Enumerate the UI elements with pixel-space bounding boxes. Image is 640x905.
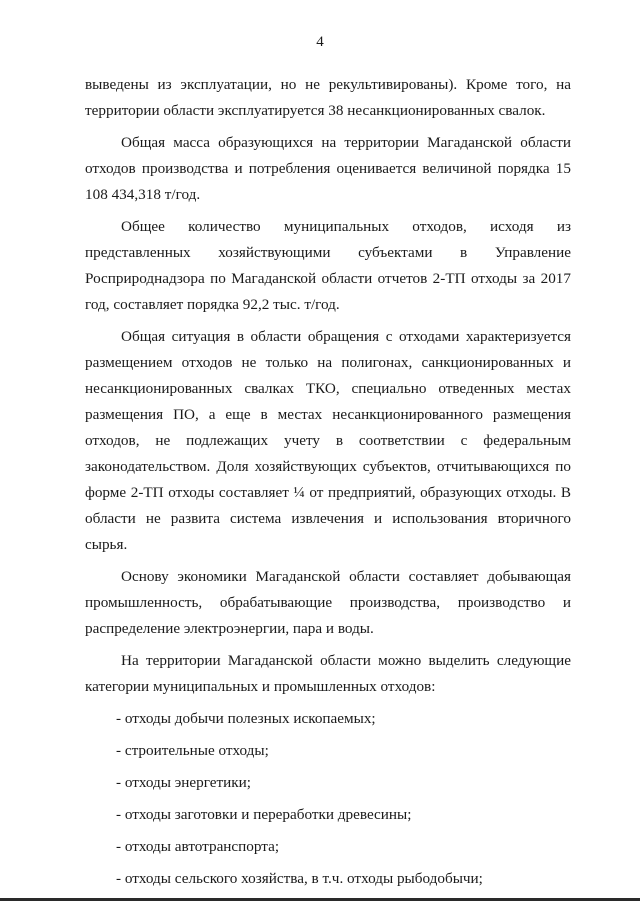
list-item: - отходы добычи полезных ископаемых;: [116, 710, 376, 727]
bottom-scan-edge: [0, 898, 640, 901]
page-number: 4: [316, 34, 324, 50]
list-item: - отходы сельского хозяйства, в т.ч. отходы рыбодобычи;: [116, 870, 483, 887]
list-item: - отходы автотранспорта;: [116, 838, 280, 855]
paragraph-2: Общая масса образующихся на территории Магаданской области отходов производства и потребления оценивается величиной порядка 15 108 434,318 т/год.: [85, 134, 571, 203]
list-item: - строительные отходы;: [116, 742, 269, 759]
document-body: [85, 72, 571, 898]
paragraph-5: Основу экономики Магаданской области составляет добывающая промышленность, обрабатывающие производства, производство и распределение электроэнергии, пара и воды.: [85, 568, 571, 637]
list-item: - отходы заготовки и переработки древесины;: [116, 806, 412, 823]
paragraph-4: Общая ситуация в области обращения с отходами характеризуется размещением отходов не только на полигонах, санкционированных и несанкционированных свалках ТКО, специально отведенных местах размещения ПО, а еще в местах несанкционированного размещения отходов, не подлежащих учету в соответствии с федеральным законодательством. Доля хозяйствующих субъектов, отчитывающихся по форме 2-ТП отходы составляет ¼ от предприятий, образующих отходы. В области не развита система извлечения и использования вторичного сырья.: [85, 328, 571, 553]
list-item: - отходы энергетики;: [116, 774, 252, 791]
paragraph-1: выведены из эксплуатации, но не рекультивированы). Кроме того, на территории области эксплуатируется 38 несанкционированных свалок.: [85, 76, 571, 119]
paragraph-3: Общее количество муниципальных отходов, исходя из представленных хозяйствующими субъектами в Управление Росприроднадзора по Магаданской области отчетов 2-ТП отходы за 2017 год, составляет порядка 92,2 тыс. т/год.: [85, 218, 571, 313]
paragraph-6: На территории Магаданской области можно выделить следующие категории муниципальных и промышленных отходов:: [85, 652, 571, 695]
waste-category-list: [85, 706, 571, 892]
